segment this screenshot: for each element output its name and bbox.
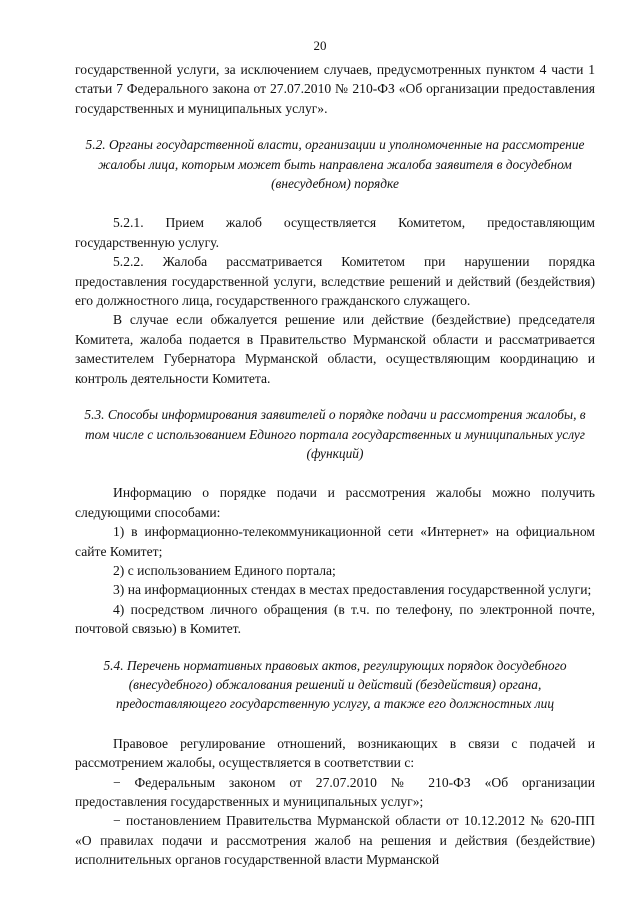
paragraph: 5.2.1. Прием жалоб осуществляется Комитетом, предоставляющим государственную услугу. bbox=[75, 215, 595, 250]
paragraph: 1) в информационно-телекоммуникационной сети «Интернет» на официальном сайте Комитет; bbox=[75, 524, 595, 559]
spacer bbox=[75, 463, 595, 483]
spacer bbox=[75, 388, 595, 405]
section-heading: 5.4. Перечень нормативных правовых актов, регулирующих порядок досудебного (внесудебного) обжалования решений и действий (бездействия) органа, предоставляющего государственную услугу, а также его должностных лиц bbox=[103, 657, 567, 712]
spacer bbox=[75, 193, 595, 213]
section-heading: 5.3. Способы информирования заявителей о порядке подачи и рассмотрения жалобы, в том числе с использованием Единого портала государственных и муниципальных услуг (функций) bbox=[84, 407, 586, 461]
spacer bbox=[75, 639, 595, 656]
page-number: 20 bbox=[313, 38, 327, 53]
paragraph: − постановлением Правительства Мурманской области от 10.12.2012 № 620-ПП «О правилах подачи и рассмотрения жалоб на решения и действия (бездействие) исполнительных органов государственной власти Мурманской bbox=[75, 813, 595, 868]
document-body bbox=[75, 60, 595, 870]
spacer bbox=[75, 714, 595, 734]
paragraph: − Федеральным законом от 27.07.2010 № 210-ФЗ «Об организации предоставления государственных и муниципальных услуг»; bbox=[75, 774, 595, 809]
spacer bbox=[75, 118, 595, 135]
paragraph: 3) на информационных стендах в местах предоставления государственной услуги; bbox=[113, 582, 592, 598]
paragraph: государственной услуги, за исключением случаев, предусмотренных пунктом 4 части 1 статьи 7 Федерального закона от 27.07.2010 № 210-ФЗ «Об организации предоставления государственных и муниципальных услуг». bbox=[75, 62, 595, 116]
section-heading: 5.2. Органы государственной власти, организации и уполномоченные на рассмотрение жалобы лица, которым может быть направлена жалоба заявителя в досудебном (внесудебном) порядке bbox=[85, 137, 585, 192]
paragraph: В случае если обжалуется решение или действие (бездействие) председателя Комитета, жалоба подается в Правительство Мурманской области и рассматривается заместителем Губернатора Мурманской области, осуществляющим координацию и контроль деятельности Комитета. bbox=[75, 312, 595, 386]
paragraph: 4) посредством личного обращения (в т.ч. по телефону, по электронной почте, почтовой связью) в Комитет. bbox=[75, 601, 595, 637]
paragraph: 2) с использованием Единого портала; bbox=[113, 562, 336, 578]
paragraph: Правовое регулирование отношений, возникающих в связи с подачей и рассмотрением жалобы, осуществляется в соответствии с: bbox=[75, 735, 595, 771]
paragraph: 5.2.2. Жалоба рассматривается Комитетом при нарушении порядка предоставления государственной услуги, вследствие решений и действий (бездействия) его должностного лица, государственного гражданского служащего. bbox=[75, 254, 595, 309]
paragraph: Информацию о порядке подачи и рассмотрения жалобы можно получить следующими способами: bbox=[75, 485, 595, 520]
